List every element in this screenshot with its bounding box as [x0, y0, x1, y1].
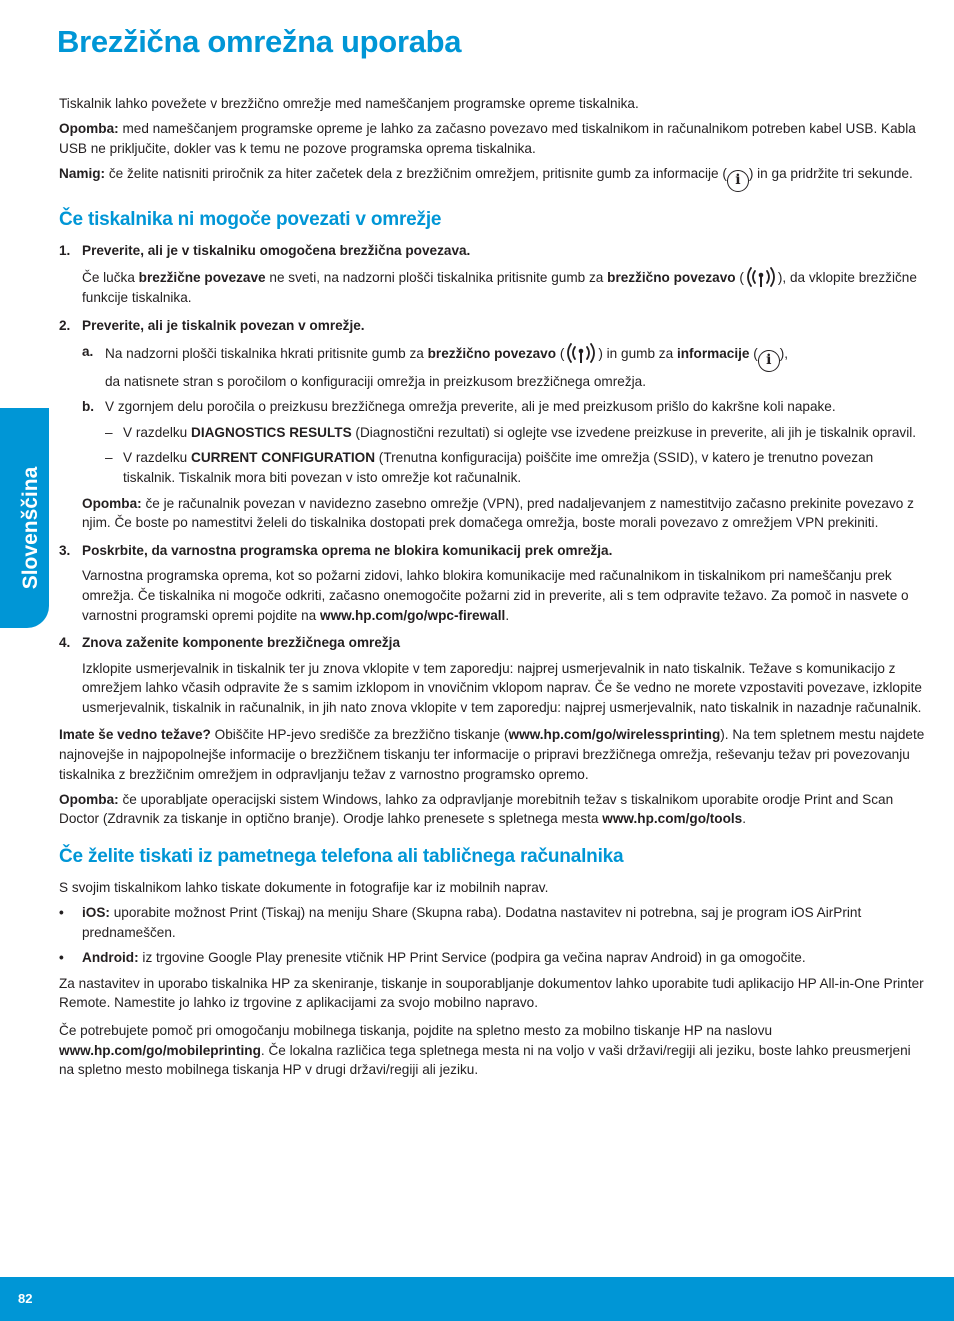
dash-mark: – [105, 424, 113, 440]
step-title: Preverite, ali je v tiskalniku omogočena brezžična povezava. [82, 242, 471, 258]
text: (Trenutna konfiguracija) poiščite ime omrežja (SSID), v katero je trenutno povezan tiskalnik. Tiskalnik mora biti povezan v isto omrežje kot računalnik. [123, 450, 874, 485]
step-2a [82, 342, 927, 392]
tip-text: če želite natisniti priročnik za hiter začetek dela z brezžičnim omrežjem, pritisnite gumb za informacije ( [105, 165, 727, 181]
wireless-icon [564, 342, 598, 364]
bold-text: CURRENT CONFIGURATION [191, 450, 376, 466]
page-title: Brezžična omrežna uporaba [57, 24, 462, 59]
page-number: 82 [18, 1291, 33, 1306]
language-label: Slovenščina [19, 466, 42, 590]
footer-bar [0, 1277, 954, 1321]
mobile-help-paragraph [59, 1021, 927, 1080]
section-heading-connect: Če tiskalnika ni mogoče povezati v omrežje [59, 208, 442, 230]
step-number: 1. [59, 242, 71, 258]
bullet-android [59, 948, 927, 968]
sub-letter: b. [82, 399, 95, 415]
text: Če lučka [82, 270, 139, 286]
android-label: Android: [82, 950, 139, 966]
note-text: med nameščanjem programske opreme je lahko za začasno povezavo med tiskalnikom in računalnikom potreben kabel USB. Kabla USB ne priključite, dokler vas k temu ne pozove programska oprema tiskalnika. [59, 121, 916, 156]
text: ) in gumb za [598, 345, 677, 361]
bold-text: brezžično povezavo [427, 345, 557, 361]
dash-item-configuration [105, 448, 927, 487]
bold-text: informacije [676, 345, 750, 361]
sub-letter: a. [82, 343, 94, 359]
intro-note [59, 119, 927, 158]
text: . [505, 607, 510, 623]
bullet-text [82, 903, 927, 942]
still-label: Imate še vedno težave? [59, 727, 211, 743]
step-2b [82, 397, 927, 417]
step-2-title [59, 316, 927, 336]
note-label: Opomba: [59, 121, 119, 137]
text: uporabite možnost Print (Tiskaj) na meniju Share (Skupna raba). Dodatna nastavitev ni potrebna, saj je program iOS AirPrint prednameščen. [82, 905, 862, 940]
sub-text [105, 342, 788, 392]
step-number: 3. [59, 542, 71, 558]
step-3-text [82, 566, 927, 625]
intro-tip [59, 164, 927, 192]
text: . [742, 811, 747, 827]
text: ). Na tem spletnem mestu najdete najnovejše in najpopolnejše informacije o brezžičnem tiskanju ter informacije o pripravi brezžičnega omrežja, reševanju težav pri povezovanju tiskalnika z brezžičnim omrežjem in odpravljanju težav z varnostno programsko opremo. [59, 727, 925, 782]
text: Na nadzorni plošči tiskalnika hkrati pritisnite gumb za [105, 345, 428, 361]
step-title: Preverite, ali je tiskalnik povezan v omrežje. [82, 317, 365, 333]
bold-text: brezžično povezavo [607, 270, 736, 286]
mobileprinting-link[interactable]: www.hp.com/go/mobileprinting [59, 1042, 261, 1058]
step-4-text: Izklopite usmerjevalnik in tiskalnik ter ju znova vklopite v tem zaporedju: najprej usmerjevalnik in nato tiskalnik. Težave s komunikacijo z omrežjem lahko včasih odpravite že s samim izklopom in vnovičnim vklopom naprav. Če še vedno ne morete vzpostaviti povezave, izklopite usmerjevalnik, tiskalnik in računalnik, in jih nato znova vklopite v tem zaporedju: najprej usmerjevalnik, nato tiskalnik in nazadnje računalnik. [82, 660, 922, 715]
text: (Diagnostični rezultati) si oglejte vse izvedene preizkuse in preverite, ali jih je tiskalnik opravil. [351, 424, 917, 440]
text: Obiščite HP-jevo središče za brezžično tiskanje ( [210, 727, 509, 743]
dash-text [123, 423, 916, 443]
bullet-text [82, 948, 806, 968]
bold-text: DIAGNOSTICS RESULTS [191, 424, 352, 440]
step-1-text [82, 266, 927, 308]
mobile-intro: S svojim tiskalnikom lahko tiskate dokumente in fotografije kar iz mobilnih naprav. [59, 879, 549, 895]
bullet-ios [59, 903, 927, 942]
note-text: če je računalnik povezan v navidezno zasebno omrežje (VPN), pred nadaljevanjem z namestitvijo začasno prekinite povezavo z njim. Če boste po namestitvi želeli do tiskalnika dostopati prek domačega omrežja, boste morali povezavo z omrežjem VPN prekiniti. [82, 495, 914, 531]
sub-text: V zgornjem delu poročila o preizkusu brezžičnega omrežja preverite, ali je med preizkusom prišlo do kakršne koli napake. [105, 399, 836, 415]
page-content [59, 94, 927, 1085]
dash-item-diagnostics [105, 423, 927, 443]
wireless-icon [744, 266, 778, 288]
step-title: Znova zaženite komponente brezžičnega omrežja [82, 635, 401, 651]
still-problems [59, 725, 927, 784]
info-icon: i [758, 350, 780, 372]
bullet-mark: • [59, 905, 64, 921]
intro-paragraph: Tiskalnik lahko povežete v brezžično omrežje med nameščanjem programske opreme tiskalnika. [59, 96, 639, 111]
dash-text [123, 448, 927, 487]
text: Varnostna programska oprema, kot so požarni zidovi, lahko blokira komunikacije med računalnikom in tiskalnikom pri nameščanju prek omrežja. Če tiskalnika ni mogoče odkriti, začasno onemogočite požarni zid in preverite, ali s tem odpravite težavo. Za pomoč in nasvete o varnostni programski opremi pojdite na [82, 568, 909, 623]
tip-label: Namig: [59, 165, 106, 181]
step-number: 2. [59, 317, 71, 333]
bold-text: brezžične povezave [138, 270, 266, 286]
windows-note [59, 790, 927, 829]
text: ), da vklopite brezžične funkcije tiskalnika. [82, 270, 917, 306]
note-label: Opomba: [59, 791, 119, 807]
text: V razdelku [123, 450, 192, 466]
mobile-remote-paragraph: Za nastavitev in uporabo tiskalnika HP za skeniranje, tiskanje in souporabljanje dokumentov lahko uporabite tudi aplikacijo HP All-in-One Printer Remote. Namestite jo lahko iz trgovine z aplikacijami za svojo mobilno napravo. [59, 975, 924, 1011]
step-3-title [59, 541, 927, 561]
text: . Če lokalna različica tega spletnega mesta ni na voljo v vaši državi/regiji ali jeziku, boste lahko preusmerjeni na spletno mesto mobilnega tiskanja HP v drugi državi/regiji ali jeziku. [59, 1042, 911, 1078]
tools-link[interactable]: www.hp.com/go/tools [602, 811, 743, 827]
firewall-link[interactable]: www.hp.com/go/wpc-firewall [320, 607, 506, 623]
text: ne sveti, na nadzorni plošči tiskalnika pritisnite gumb za [265, 270, 608, 286]
text: ( [556, 345, 565, 361]
bullet-mark: • [59, 950, 64, 966]
text: ( [735, 270, 744, 286]
step-1-title [59, 241, 927, 261]
text: Če potrebujete pomoč pri omogočanju mobilnega tiskanja, pojdite na spletno mesto za mobilno tiskanje HP na naslovu [59, 1023, 773, 1038]
language-side-tab [0, 408, 49, 628]
text: da natisnete stran s poročilom o konfiguraciji omrežja in preizkusom brezžičnega omrežja. [105, 373, 646, 389]
section-heading-mobile: Če želite tiskati iz pametnega telefona ali tabličnega računalnika [59, 845, 624, 867]
text: če uporabljate operacijski sistem Windows, lahko za odpravljanje morebitnih težav s tiskalnikom uporabite orodje Print and Scan Doctor (Zdravnik za tiskanje in optično branje). Orodje lahko prenesete s spletnega mesta [59, 791, 894, 827]
step-4-title [59, 633, 927, 653]
step-number: 4. [59, 635, 71, 651]
tip-text-end: ) in ga pridržite tri sekunde. [748, 165, 913, 181]
text: V razdelku [123, 424, 192, 440]
text: ( [749, 345, 758, 361]
dash-mark: – [105, 450, 113, 466]
vpn-note [82, 494, 927, 533]
text: ), [779, 345, 789, 361]
wirelessprinting-link[interactable]: www.hp.com/go/wirelessprinting [508, 727, 721, 743]
info-icon: i [727, 170, 749, 192]
text: iz trgovine Google Play prenesite vtičnik HP Print Service (podpira ga večina naprav Android) in ga omogočite. [138, 950, 806, 966]
note-label: Opomba: [82, 495, 142, 511]
ios-label: iOS: [82, 905, 110, 921]
step-title: Poskrbite, da varnostna programska oprema ne blokira komunikacij prek omrežja. [82, 542, 613, 558]
